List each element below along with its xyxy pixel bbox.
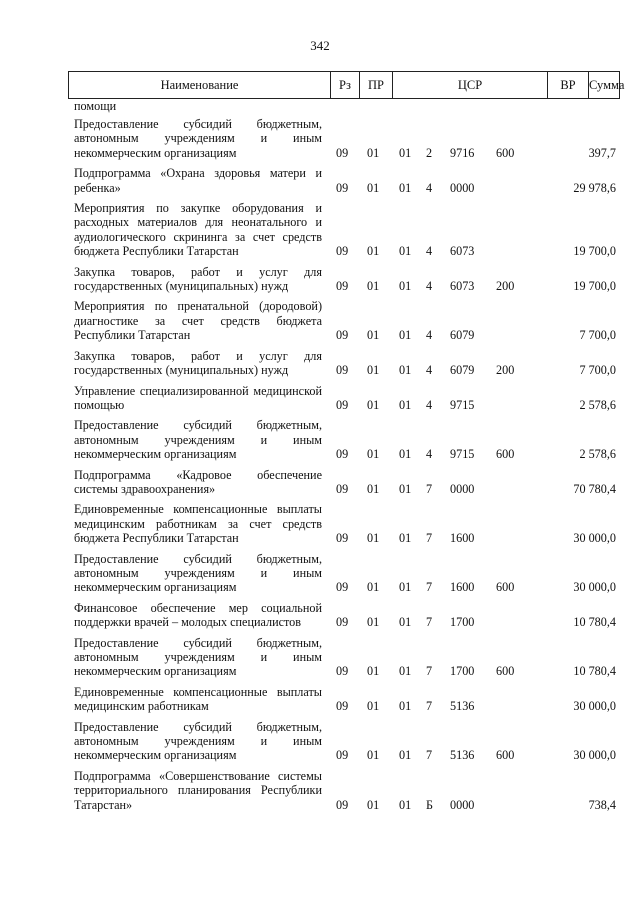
row-csr-2: 2 (426, 145, 433, 160)
table-row (0, 720, 640, 763)
row-csr-2: 4 (426, 397, 433, 412)
row-csr-2: 7 (426, 748, 433, 763)
header-vr: ВР (548, 72, 589, 98)
row-name: Подпрограмма «Кадровое обеспечение системы здравоохранения» (74, 467, 322, 496)
row-pr: 01 (367, 481, 380, 496)
row-name: Подпрограмма «Совершенствование системы территориального планирования Республики Татарстан» (74, 768, 322, 812)
row-rz: 09 (336, 279, 349, 294)
row-name: Управление специализированной медицинской помощью (74, 383, 322, 412)
row-pr: 01 (367, 748, 380, 763)
row-csr-2: 7 (426, 580, 433, 595)
row-csr-1: 01 (399, 615, 412, 630)
row-csr-3: 5136 (450, 748, 475, 763)
row-pr: 01 (367, 279, 380, 294)
row-csr-1: 01 (399, 531, 412, 546)
row-rz: 09 (336, 244, 349, 259)
row-name: Мероприятия по пренатальной (дородовой) диагностике за счет средств бюджета Республики Татарстан (74, 299, 322, 343)
row-name: Предоставление субсидий бюджетным, автономным учреждениям и иным некоммерческим организациям (74, 719, 322, 763)
row-csr-3: 1700 (450, 615, 475, 630)
row-vr: 200 (496, 279, 515, 294)
row-csr-1: 01 (399, 699, 412, 714)
row-csr-3: 0000 (450, 180, 475, 195)
row-csr-1: 01 (399, 797, 412, 812)
row-csr-1: 01 (399, 180, 412, 195)
table-row (0, 299, 640, 342)
row-sum: 30 000,0 (573, 748, 616, 763)
row-name: Единовременные компенсационные выплаты медицинским работникам за счет средств бюджета Республики Татарстан (74, 502, 322, 546)
row-vr: 600 (496, 748, 515, 763)
row-vr: 600 (496, 447, 515, 462)
row-pr: 01 (367, 580, 380, 595)
row-name: Закупка товаров, работ и услуг для государственных (муниципальных) нужд (74, 264, 322, 294)
row-csr-1: 01 (399, 244, 412, 259)
row-name: Финансовое обеспечение мер социальной поддержки врачей – молодых специалистов (74, 600, 322, 630)
row-csr-2: 7 (426, 699, 433, 714)
row-rz: 09 (336, 180, 349, 195)
row-sum: 30 000,0 (573, 531, 616, 546)
table-row (0, 601, 640, 630)
row-csr-3: 6079 (450, 328, 475, 343)
row-csr-1: 01 (399, 279, 412, 294)
row-pr: 01 (367, 615, 380, 630)
row-sum: 30 000,0 (573, 580, 616, 595)
row-csr-2: 7 (426, 531, 433, 546)
row-name: Предоставление субсидий бюджетным, автономным учреждениям и иным некоммерческим организациям (74, 635, 322, 679)
row-sum: 10 780,4 (573, 615, 616, 630)
row-name: Единовременные компенсационные выплаты медицинским работникам (74, 684, 322, 714)
row-csr-3: 1600 (450, 580, 475, 595)
row-csr-2: 4 (426, 244, 433, 259)
row-name: Подпрограмма «Охрана здоровья матери и ребенка» (74, 166, 322, 195)
header-pr: ПР (360, 72, 393, 98)
row-rz: 09 (336, 699, 349, 714)
row-vr: 600 (496, 145, 515, 160)
table-body (0, 99, 640, 818)
row-csr-3: 9715 (450, 397, 475, 412)
table-row (0, 502, 640, 545)
row-csr-2: 4 (426, 447, 433, 462)
row-vr: 600 (496, 580, 515, 595)
row-pr: 01 (367, 328, 380, 343)
row-csr-2: 7 (426, 615, 433, 630)
row-csr-2: Б (426, 797, 433, 812)
table-header (68, 71, 625, 99)
row-sum: 7 700,0 (579, 363, 616, 378)
row-csr-1: 01 (399, 447, 412, 462)
row-sum: 2 578,6 (579, 447, 616, 462)
table-row (0, 117, 640, 160)
table-row (0, 468, 640, 497)
row-rz: 09 (336, 328, 349, 343)
row-csr-1: 01 (399, 145, 412, 160)
row-rz: 09 (336, 748, 349, 763)
row-name: Закупка товаров, работ и услуг для государственных (муниципальных) нужд (74, 348, 322, 378)
row-name: Предоставление субсидий бюджетным, автономным учреждениям и иным некоммерческим организациям (74, 551, 322, 595)
row-name: Мероприятия по закупке оборудования и расходных материалов для неонатального и аудиологического скрининга за счет средств бюджета Республики Татарстан (74, 201, 322, 259)
row-csr-1: 01 (399, 363, 412, 378)
table-row (0, 418, 640, 461)
row-rz: 09 (336, 580, 349, 595)
row-csr-1: 01 (399, 664, 412, 679)
row-csr-1: 01 (399, 748, 412, 763)
row-rz: 09 (336, 481, 349, 496)
row-sum: 19 700,0 (573, 244, 616, 259)
row-pr: 01 (367, 699, 380, 714)
header-rz: Рз (331, 72, 360, 98)
table-row (0, 685, 640, 714)
row-rz: 09 (336, 531, 349, 546)
row-pr: 01 (367, 244, 380, 259)
row-rz: 09 (336, 615, 349, 630)
row-csr-2: 4 (426, 279, 433, 294)
header-csr: ЦСР (393, 72, 548, 98)
row-csr-1: 01 (399, 397, 412, 412)
header-sum: Сумма (589, 78, 625, 92)
header-name: Наименование (69, 72, 331, 98)
row-sum: 70 780,4 (573, 481, 616, 496)
continuation-text: помощи (74, 99, 117, 113)
row-sum: 29 978,6 (573, 180, 616, 195)
row-pr: 01 (367, 531, 380, 546)
row-csr-3: 9716 (450, 145, 475, 160)
row-sum: 2 578,6 (579, 397, 616, 412)
row-sum: 397,7 (588, 145, 616, 160)
row-rz: 09 (336, 397, 349, 412)
row-csr-1: 01 (399, 481, 412, 496)
row-csr-3: 9715 (450, 447, 475, 462)
table-row (0, 265, 640, 294)
row-sum: 30 000,0 (573, 699, 616, 714)
row-vr: 200 (496, 363, 515, 378)
row-csr-2: 7 (426, 664, 433, 679)
table-row (0, 769, 640, 812)
row-csr-2: 4 (426, 328, 433, 343)
row-csr-2: 4 (426, 363, 433, 378)
page-number: 342 (310, 38, 330, 53)
row-pr: 01 (367, 797, 380, 812)
table-row (0, 166, 640, 195)
row-rz: 09 (336, 664, 349, 679)
row-csr-2: 7 (426, 481, 433, 496)
row-rz: 09 (336, 363, 349, 378)
row-sum: 19 700,0 (573, 279, 616, 294)
table-row (0, 201, 640, 259)
row-rz: 09 (336, 145, 349, 160)
row-sum: 10 780,4 (573, 664, 616, 679)
row-csr-1: 01 (399, 328, 412, 343)
row-csr-1: 01 (399, 580, 412, 595)
row-rz: 09 (336, 447, 349, 462)
table-row (0, 636, 640, 679)
row-csr-3: 6073 (450, 279, 475, 294)
row-pr: 01 (367, 447, 380, 462)
table-row (0, 384, 640, 413)
row-pr: 01 (367, 145, 380, 160)
row-pr: 01 (367, 180, 380, 195)
row-csr-3: 6079 (450, 363, 475, 378)
table-row (0, 552, 640, 595)
row-sum: 738,4 (588, 797, 616, 812)
table-row (0, 349, 640, 378)
row-name: Предоставление субсидий бюджетным, автономным учреждениям и иным некоммерческим организациям (74, 117, 322, 160)
row-csr-3: 0000 (450, 797, 475, 812)
row-name: Предоставление субсидий бюджетным, автономным учреждениям и иным некоммерческим организациям (74, 418, 322, 462)
row-pr: 01 (367, 363, 380, 378)
row-csr-3: 1700 (450, 664, 475, 679)
row-pr: 01 (367, 397, 380, 412)
row-csr-2: 4 (426, 180, 433, 195)
row-csr-3: 1600 (450, 531, 475, 546)
row-csr-3: 5136 (450, 699, 475, 714)
row-csr-3: 6073 (450, 244, 475, 259)
row-pr: 01 (367, 664, 380, 679)
row-sum: 7 700,0 (579, 328, 616, 343)
row-csr-3: 0000 (450, 481, 475, 496)
row-rz: 09 (336, 797, 349, 812)
row-vr: 600 (496, 664, 515, 679)
